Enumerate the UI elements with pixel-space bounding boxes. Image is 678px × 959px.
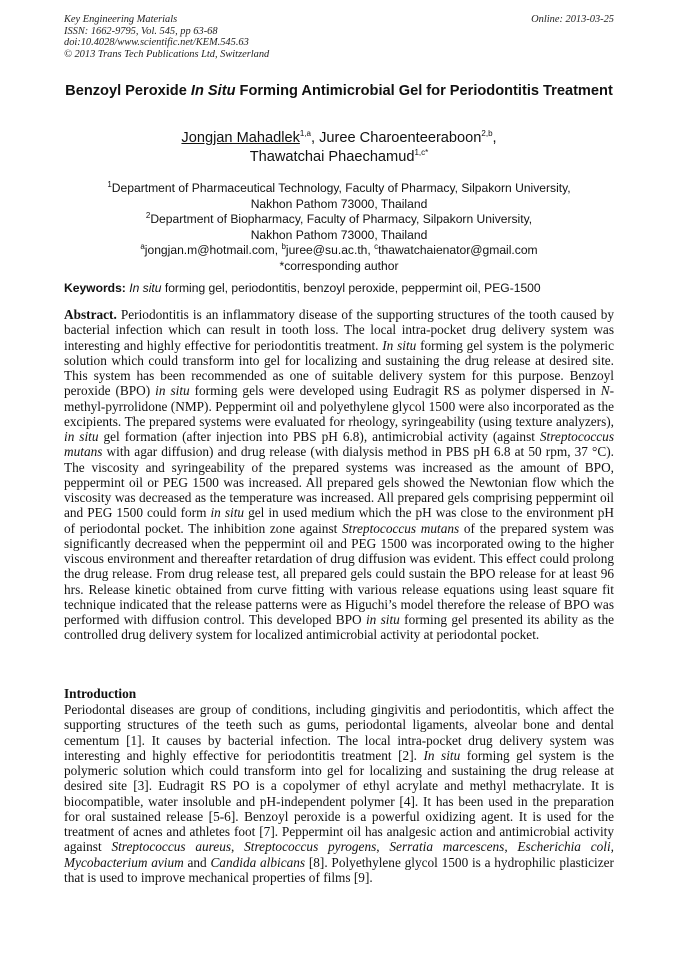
intro-italic: Serratia marcescens [389,839,505,855]
affiliation-2 [64,212,614,228]
corresponding-note: *corresponding author [279,258,399,273]
intro-text: Periodontal diseases are group of conditions, including gingivitis and periodontitis, which affect the supporting structures of the teeth such as gums, periodontal ligaments, alveolar bone and dental cementum [1]. It causes by bacterial infection. The local intra-pocket drug delivery system was interesting and highly effective for periodontitis treatment [2]. [64,702,614,763]
journal-name: Key Engineering Materials [64,14,178,25]
abstract-text: Periodontitis is an inflammatory disease of the supporting structures of the tooth caused by bacterial infection which can result in tooth loss. The local intra-pocket drug delivery system was interesting and highly effective for periodontitis treatment. [64,307,614,353]
email-address: jongjan.m@hotmail.com, [144,243,282,257]
intro-text: , [231,839,245,855]
author-name: Jongjan Mahadlek [181,130,300,146]
affiliations [64,181,614,274]
author-list [64,129,614,167]
abstract-text: -methyl-pyrrolidone (NMP). Peppermint oil and polyethylene glycol 1500 were also incorporated as the excipients. The prepared systems were evaluated for rheology, syringeability (using texture analyzers), [64,383,614,429]
keywords-text: forming gel, periodontitis, benzoyl peroxide, peppermint oil, PEG-1500 [161,281,541,295]
email-line [64,243,614,259]
email-superscript: c [374,241,379,251]
abstract-label: Abstract. [64,307,117,322]
abstract-text: with agar diffusion) and drug release (with dialysis method in PBS pH 6.8 at 50 rpm, 37 °C). The viscosity and syringeability of the prepared systems was increased as the amount of BPO, peppermint oil or PEG 1500 was increased. All prepared gels showed the Newtonian flow which the viscosity was decreased as the temperature was increased. All prepared gels comprising peppermint oil and PEG 1500 could form [64,444,614,521]
abstract-text: of the prepared system was significantly decreased when the peppermint oil and PEG 1500 was incorporated owing to the higher viscous environment and thereafter retardation of drug diffusion was evident. This effect could prolong the drug release. From drug release test, all prepared gels could sustain the BPO release for at least 96 hrs. Release kinetic obtained from curve fitting with various release equations using least square fit technique indicated that the release patterns were as Higuchi’s model therefore the release of BPO was performed with diffusion control. This developed BPO [64,520,614,627]
issn-line: ISSN: 1662-9795, Vol. 545, pp 63-68 [64,25,218,37]
intro-text: forming gel system is the polymeric solution which could transform into gel for localizing and sustaining the drug release at desired site [3]. Eudragit RS PO is a copolymer of ethyl acrylate and methyl methacrylate. It is biocompatible, water insoluble and pH-independent polymer [4]. It has been used in the preparation for oral sustained release [5-6]. Benzoyl peroxide is a powerful oxidizing agent. It is used for the treatment of acnes and athletes foot [7]. Peppermint oil has analgesic action and antimicrobial activity against [64,747,614,855]
abstract-text: forming gels were developed using Eudragit RS as polymer dispersed in [189,383,601,399]
affiliation-superscript: 1 [107,179,112,189]
online-date: Online: 2013-03-25 [531,14,614,25]
section-heading-introduction: Introduction [64,686,137,701]
intro-text: , [376,839,390,855]
abstract-italic: In situ [382,337,417,353]
title-text: Benzoyl Peroxide [65,83,191,99]
abstract-italic: in situ [365,612,400,627]
keywords [64,281,624,296]
abstract-text: forming gel presented its ability as the controlled drug delivery system for localized antimicrobial activity at periodontal pocket. [64,612,614,643]
author-separator: , [492,130,497,146]
author-separator: , [311,130,320,146]
email-address: juree@su.ac.th, [285,243,375,257]
intro-italic: Streptococcus pyrogens [244,839,377,855]
author-superscript: 1,c* [414,148,429,158]
intro-italic: In situ [423,747,461,763]
abstract [64,307,614,643]
doi-line: doi:10.4028/www.scientific.net/KEM.545.63 [64,37,249,49]
abstract-text: gel in used medium which the pH was close to the environment pH of periodontal pocket. The inhibition zone against [64,505,614,536]
intro-text: [8]. Polyethylene glycol 1500 is a hydrophilic plasticizer that is used to improve mechanical properties of films [9]. [64,854,614,885]
abstract-italic: in situ [155,383,190,399]
abstract-text: gel formation (after injection into PBS pH 6.8), antimicrobial activity (against [98,429,540,444]
affiliation-1-city: Nakhon Pathom 73000, Thailand [250,196,428,211]
intro-text: , [504,839,518,855]
title-italic: In Situ [190,83,236,99]
email-superscript: b [281,241,286,251]
affiliation-superscript: 2 [145,210,151,220]
intro-italic: Streptococcus aureus [111,839,232,855]
intro-italic: Candida albicans [210,854,306,870]
affiliation-2-city: Nakhon Pathom 73000, Thailand [250,227,428,242]
abstract-text: forming gel system is the polymeric solution which could transform into gel for localizing and sustaining the drug release at desired site. This system has been recommended as one of suitable delivery system for this purpose. Benzoyl peroxide (BPO) [64,337,614,399]
email-address: thawatchaienator@gmail.com [378,243,538,257]
journal-header [64,14,269,60]
email-superscript: a [140,241,145,251]
author-superscript: 1,a [299,129,311,139]
affiliation-1 [64,181,614,197]
paper-title [64,82,614,100]
abstract-italic: in situ [210,505,245,521]
introduction-paragraph [64,702,614,885]
author-name: Thawatchai Phaechamud [249,149,415,165]
intro-text: and [183,854,211,870]
abstract-italic: Streptococcus mutans [64,429,614,460]
title-text: Forming Antimicrobial Gel for Periodontitis Treatment [235,83,613,99]
abstract-italic: N [600,383,610,399]
intro-italic: Escherichia coli, Mycobacterium avium [64,839,614,870]
affiliation-text: Department of Biopharmacy, Faculty of Pharmacy, Silpakorn University, [150,212,533,226]
keywords-label: Keywords: [64,281,126,295]
abstract-italic: in situ [64,429,99,444]
abstract-italic: Streptococcus mutans [342,520,460,536]
author-name: Juree Charoenteeraboon [319,130,482,146]
keywords-italic: In situ [129,281,162,295]
affiliation-text: Department of Pharmaceutical Technology, Faculty of Pharmacy, Silpakorn University, [111,181,571,195]
author-superscript: 2,b [481,129,493,139]
copyright-line: © 2013 Trans Tech Publications Ltd, Switzerland [64,48,270,60]
